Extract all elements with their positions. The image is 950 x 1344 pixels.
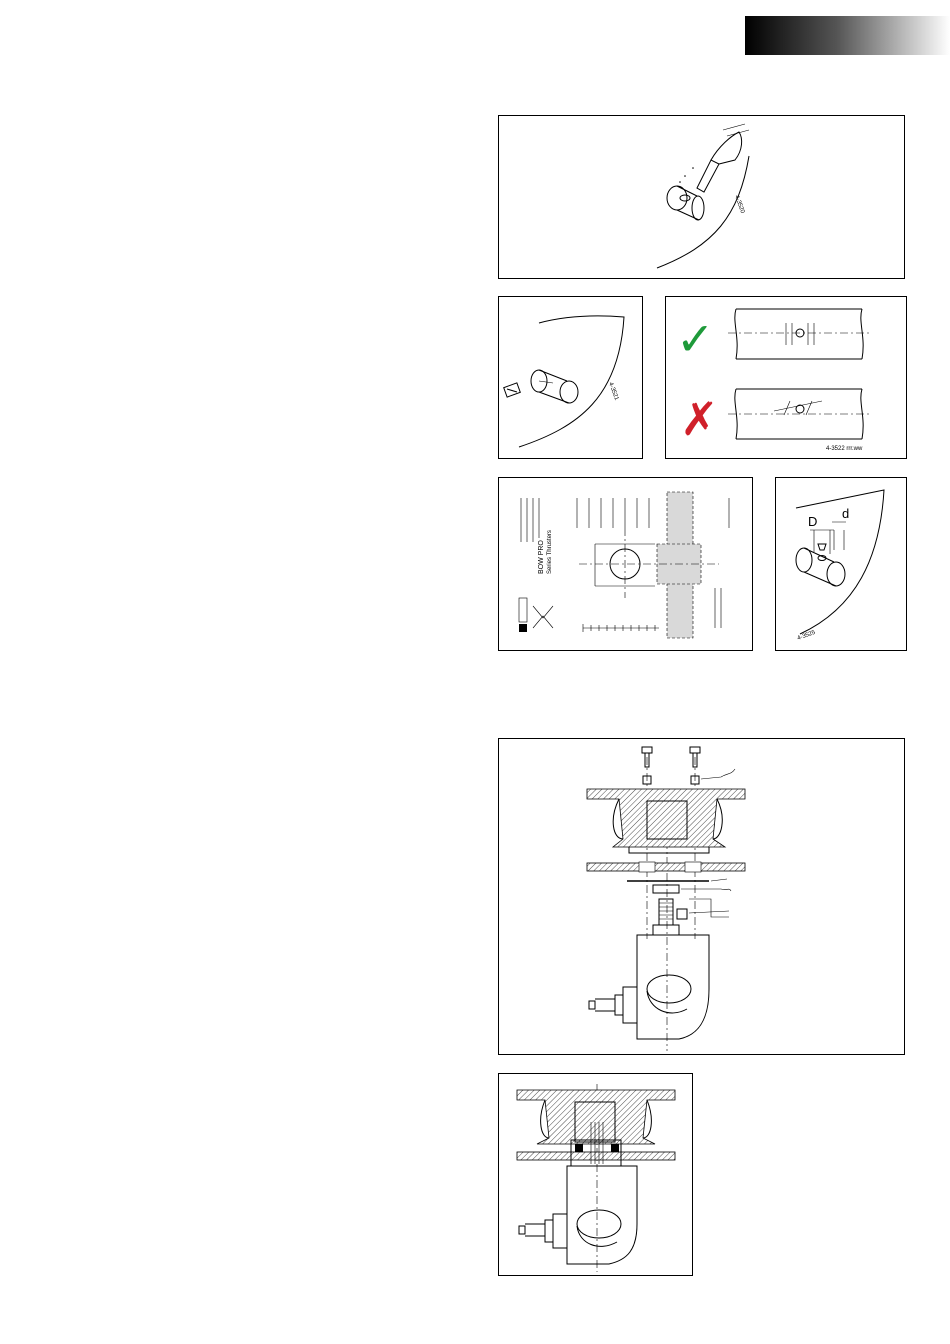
- figure-mark-hole: [498, 115, 905, 279]
- svg-text:4-3525: 4-3525: [796, 629, 817, 642]
- figure-check: [665, 296, 907, 459]
- svg-text:BOW PRO: BOW PRO: [538, 540, 545, 574]
- label-D: D: [808, 514, 818, 529]
- figure-template: [498, 477, 753, 651]
- label-d: d: [842, 506, 850, 521]
- incorrect-icon: ✗: [680, 392, 719, 446]
- svg-text:4-3520: 4-3520: [733, 194, 746, 215]
- figure-assembled: [498, 1073, 693, 1276]
- figure-exploded-assembly: [498, 738, 905, 1055]
- correct-icon: ✓: [676, 312, 715, 366]
- figure-drill: [498, 296, 643, 459]
- section-tab: [745, 16, 950, 55]
- svg-text:4-3521: 4-3521: [607, 381, 620, 402]
- figure-measure: [775, 477, 907, 651]
- svg-text:4-3522 rrr.ww: 4-3522 rrr.ww: [826, 446, 863, 452]
- svg-text:Series Thrusters: Series Thrusters: [547, 530, 553, 574]
